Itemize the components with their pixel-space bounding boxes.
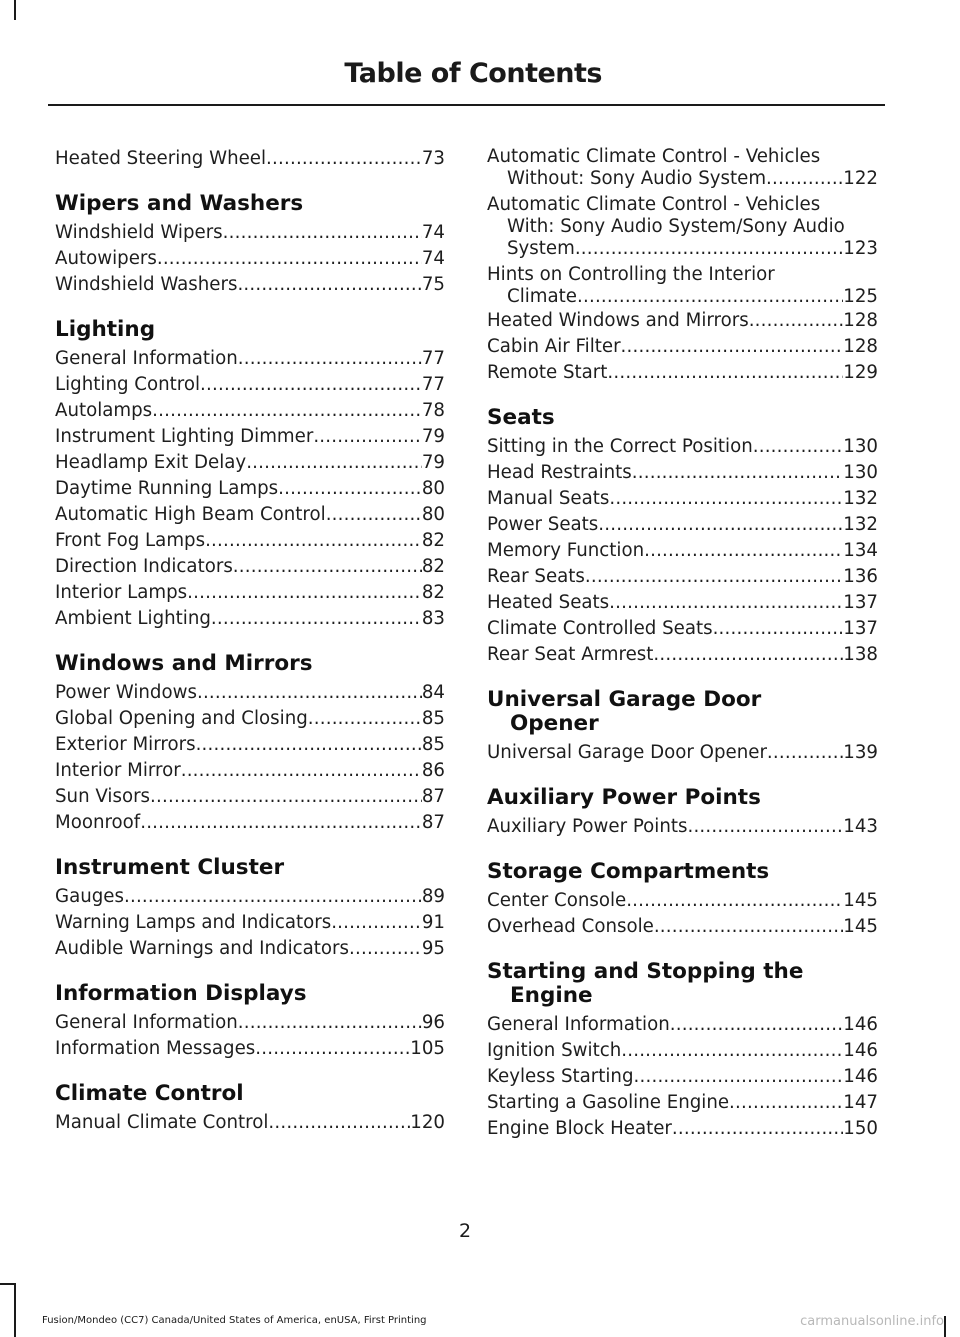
toc-entry-page: 87 <box>421 786 445 807</box>
toc-entry-title: Heated Windows and Mirrors <box>487 310 749 331</box>
toc-entry-page: 139 <box>843 742 878 763</box>
dot-leader <box>266 146 422 172</box>
toc-section <box>487 786 878 840</box>
dot-leader <box>326 502 422 528</box>
toc-entry-page: 74 <box>421 222 445 243</box>
toc-entry[interactable] <box>487 194 878 260</box>
toc-entry-page: 145 <box>843 916 878 937</box>
toc-entry[interactable] <box>487 564 878 590</box>
dot-leader <box>205 528 422 554</box>
toc-entry-page: 122 <box>843 168 878 189</box>
dot-leader <box>644 538 843 564</box>
crop-mark <box>14 0 16 20</box>
toc-entry-title: Starting a Gasoline Engine <box>487 1092 730 1113</box>
toc-entry-page: 129 <box>843 362 878 383</box>
toc-entry[interactable] <box>55 706 445 732</box>
toc-entry-title: Auxiliary Power Points <box>487 816 688 837</box>
toc-entry-title: Instrument Lighting Dimmer <box>55 426 314 447</box>
toc-entry[interactable] <box>55 398 445 424</box>
toc-entry[interactable] <box>487 888 878 914</box>
toc-entry[interactable] <box>55 346 445 372</box>
toc-entry[interactable] <box>487 538 878 564</box>
dot-leader <box>634 1064 844 1090</box>
section-heading: Instrument Cluster <box>55 855 285 880</box>
toc-entry[interactable] <box>55 784 445 810</box>
toc-entry[interactable] <box>55 732 445 758</box>
toc-entry-title: Overhead Console <box>487 916 654 937</box>
toc-entry-title: General Information <box>55 348 238 369</box>
dot-leader <box>626 888 843 914</box>
dot-leader <box>255 1036 410 1062</box>
toc-entry-title: Autowipers <box>55 248 157 269</box>
toc-entry-page: 73 <box>421 148 445 169</box>
dot-leader <box>621 1038 843 1064</box>
toc-section <box>55 652 445 836</box>
toc-section <box>55 982 445 1062</box>
section-heading-line: Engine <box>510 983 593 1008</box>
dot-leader <box>753 434 844 460</box>
toc-entry-title: Lighting Control <box>55 374 201 395</box>
section-heading: Information Displays <box>55 981 307 1006</box>
toc-entry[interactable] <box>487 334 878 360</box>
dot-leader <box>607 360 843 386</box>
toc-section <box>487 406 878 668</box>
toc-entry-title: Ignition Switch <box>487 1040 622 1061</box>
toc-entry-page: 77 <box>421 374 445 395</box>
toc-entry-title: Heated Seats <box>487 592 610 613</box>
toc-entry-title: Automatic Climate Control - Vehicles <box>487 194 821 215</box>
dot-leader <box>654 914 843 940</box>
toc-entry-title: Cabin Air Filter <box>487 336 621 357</box>
toc-entry-title: Exterior Mirrors <box>55 734 196 755</box>
toc-entry-title: Direction Indicators <box>55 556 233 577</box>
section-heading: Storage Compartments <box>487 859 770 884</box>
dot-leader <box>672 1116 843 1142</box>
footer-text: Fusion/Mondeo (CC7) Canada/United States of America, enUSA, First Printing <box>42 1315 427 1326</box>
toc-entry-page: 138 <box>843 644 878 665</box>
toc-entry-page: 80 <box>421 478 445 499</box>
dot-leader <box>233 554 422 580</box>
toc-entry-page: 80 <box>421 504 445 525</box>
section-heading: Wipers and Washers <box>55 191 304 216</box>
toc-entry[interactable] <box>55 424 445 450</box>
toc-entry[interactable] <box>55 580 445 606</box>
toc-entry-title: Power Seats <box>487 514 599 535</box>
toc-entry-title: Audible Warnings and Indicators <box>55 938 350 959</box>
toc-entry[interactable] <box>487 1116 878 1142</box>
crop-mark <box>14 1283 16 1337</box>
toc-entry-page: 84 <box>421 682 445 703</box>
toc-entry[interactable] <box>55 680 445 706</box>
toc-entry-title: Windshield Wipers <box>55 222 223 243</box>
toc-section <box>487 960 878 1142</box>
toc-entry[interactable] <box>55 1110 445 1136</box>
toc-entry-page: 91 <box>421 912 445 933</box>
toc-entry[interactable] <box>487 1090 878 1116</box>
page-number: 2 <box>458 1220 472 1242</box>
dot-leader <box>749 308 844 334</box>
toc-entry-page: 96 <box>421 1012 445 1033</box>
toc-entry-title: Head Restraints <box>487 462 632 483</box>
dot-leader <box>181 758 422 784</box>
toc-entry-title: Automatic High Beam Control <box>55 504 326 525</box>
toc-entry-page: 128 <box>843 310 878 331</box>
toc-section <box>55 192 445 298</box>
toc-entry[interactable] <box>487 642 878 668</box>
toc-entry-title: Heated Steering Wheel <box>55 148 267 169</box>
toc-entry-page: 146 <box>843 1014 878 1035</box>
dot-leader <box>200 372 422 398</box>
dot-leader <box>713 616 844 642</box>
toc-entry-page: 146 <box>843 1040 878 1061</box>
section-heading: Lighting <box>55 317 156 342</box>
dot-leader <box>670 1012 844 1038</box>
dot-leader <box>150 784 422 810</box>
dot-leader <box>729 1090 843 1116</box>
toc-entry-title: Keyless Starting <box>487 1066 634 1087</box>
dot-leader <box>349 936 422 962</box>
toc-entry-page: 77 <box>421 348 445 369</box>
toc-entry[interactable] <box>55 372 445 398</box>
toc-entry-title: Front Fog Lamps <box>55 530 206 551</box>
toc-entry[interactable] <box>55 450 445 476</box>
toc-entry[interactable] <box>487 264 878 308</box>
toc-entry-page: 150 <box>843 1118 878 1139</box>
section-heading: Auxiliary Power Points <box>487 785 761 810</box>
toc-entry-title: Remote Start <box>487 362 608 383</box>
toc-entry-page: 147 <box>843 1092 878 1113</box>
toc-entry-page: 89 <box>421 886 445 907</box>
section-heading-line: Opener <box>510 711 599 736</box>
toc-entry-title: Windshield Washers <box>55 274 238 295</box>
dot-leader <box>632 460 844 486</box>
toc-entry-title: Gauges <box>55 886 124 907</box>
crop-mark <box>944 1316 946 1337</box>
dot-leader <box>598 512 843 538</box>
watermark: carmanualsonline.info <box>800 1314 944 1329</box>
dot-leader <box>223 220 422 246</box>
toc-entry[interactable] <box>55 936 445 962</box>
toc-entry-page: 95 <box>421 938 445 959</box>
toc-section <box>55 146 445 172</box>
toc-entry-page: 125 <box>843 286 878 307</box>
toc-entry-page: 130 <box>843 436 878 457</box>
toc-entry[interactable] <box>487 486 878 512</box>
toc-entry[interactable] <box>55 554 445 580</box>
dot-leader <box>238 1010 422 1036</box>
toc-entry-title: Rear Seat Armrest <box>487 644 654 665</box>
toc-entry-title: System <box>507 238 575 259</box>
dot-leader <box>609 486 843 512</box>
toc-entry-page: 82 <box>421 530 445 551</box>
dot-leader <box>211 606 422 632</box>
toc-entry-page: 132 <box>843 488 878 509</box>
dot-leader <box>767 740 843 766</box>
toc-entry[interactable] <box>487 590 878 616</box>
toc-entry-title: Rear Seats <box>487 566 585 587</box>
dot-leader <box>331 910 422 936</box>
toc-entry[interactable] <box>487 814 878 840</box>
toc-entry-title: Climate Controlled Seats <box>487 618 713 639</box>
toc-entry[interactable] <box>487 914 878 940</box>
toc-entry-page: 82 <box>421 556 445 577</box>
dot-leader <box>140 810 422 836</box>
toc-entry[interactable] <box>55 502 445 528</box>
toc-entry[interactable] <box>487 360 878 386</box>
toc-entry-title: Power Windows <box>55 682 197 703</box>
toc-entry-page: 134 <box>843 540 878 561</box>
toc-entry-title: General Information <box>487 1014 670 1035</box>
toc-entry-page: 137 <box>843 618 878 639</box>
toc-entry[interactable] <box>487 146 878 190</box>
toc-entry-title: Manual Climate Control <box>55 1112 269 1133</box>
toc-entry-page: 79 <box>421 426 445 447</box>
toc-entry-title: Autolamps <box>55 400 153 421</box>
toc-section <box>487 860 878 940</box>
dot-leader <box>238 346 422 372</box>
toc-entry[interactable] <box>55 1036 445 1062</box>
toc-entry[interactable] <box>55 810 445 836</box>
toc-entry-page: 146 <box>843 1066 878 1087</box>
section-heading: Windows and Mirrors <box>55 651 313 676</box>
dot-leader <box>308 706 422 732</box>
toc-entry[interactable] <box>487 1012 878 1038</box>
dot-leader <box>157 246 422 272</box>
toc-entry-page: 82 <box>421 582 445 603</box>
toc-entry[interactable] <box>55 146 445 172</box>
toc-entry[interactable] <box>55 1010 445 1036</box>
section-heading: Climate Control <box>55 1081 244 1106</box>
toc-entry-title: Universal Garage Door Opener <box>487 742 767 763</box>
toc-entry-title: Sitting in the Correct Position <box>487 436 753 457</box>
toc-entry-page: 132 <box>843 514 878 535</box>
toc-entry[interactable] <box>487 740 878 766</box>
toc-entry[interactable] <box>487 308 878 334</box>
toc-entry-page: 85 <box>421 734 445 755</box>
toc-entry[interactable] <box>55 220 445 246</box>
toc-section <box>55 856 445 962</box>
dot-leader <box>609 590 843 616</box>
section-heading-line: Universal Garage Door <box>487 687 762 712</box>
dot-leader <box>687 814 843 840</box>
dot-leader <box>268 1110 410 1136</box>
toc-entry-title: Warning Lamps and Indicators <box>55 912 332 933</box>
toc-entry-title: Interior Lamps <box>55 582 188 603</box>
toc-entry-page: 87 <box>421 812 445 833</box>
dot-leader <box>575 238 843 260</box>
toc-section <box>55 1082 445 1136</box>
toc-entry-title: With: Sony Audio System/Sony Audio <box>507 216 845 237</box>
toc-left-column <box>55 146 445 1136</box>
toc-entry-title: Without: Sony Audio System <box>507 168 767 189</box>
dot-leader <box>653 642 843 668</box>
toc-entry-page: 145 <box>843 890 878 911</box>
toc-section <box>487 146 878 386</box>
toc-entry-title: Climate <box>507 286 577 307</box>
page-title: Table of Contents <box>344 58 602 89</box>
toc-entry-title: Manual Seats <box>487 488 610 509</box>
toc-entry[interactable] <box>487 434 878 460</box>
toc-entry-title: Headlamp Exit Delay <box>55 452 247 473</box>
toc-entry[interactable] <box>487 616 878 642</box>
toc-entry-page: 79 <box>421 452 445 473</box>
toc-entry[interactable] <box>55 246 445 272</box>
dot-leader <box>187 580 422 606</box>
dot-leader <box>313 424 422 450</box>
toc-entry-page: 75 <box>421 274 445 295</box>
toc-entry-title: Interior Mirror <box>55 760 181 781</box>
toc-entry[interactable] <box>55 528 445 554</box>
dot-leader <box>124 884 422 910</box>
toc-entry-page: 128 <box>843 336 878 357</box>
toc-entry-title: Hints on Controlling the Interior <box>487 264 775 285</box>
dot-leader <box>197 680 422 706</box>
dot-leader <box>237 272 421 298</box>
toc-entry-page: 78 <box>421 400 445 421</box>
dot-leader <box>585 564 843 590</box>
dot-leader <box>766 168 843 190</box>
toc-section <box>487 688 878 766</box>
toc-entry-title: Automatic Climate Control - Vehicles <box>487 146 821 167</box>
toc-entry-title: Sun Visors <box>55 786 151 807</box>
toc-right-column <box>487 146 878 1142</box>
toc-entry-title: Moonroof <box>55 812 141 833</box>
toc-entry-page: 85 <box>421 708 445 729</box>
toc-entry-page: 123 <box>843 238 878 259</box>
section-heading-line: Starting and Stopping the <box>487 959 804 984</box>
toc-entry-page: 136 <box>843 566 878 587</box>
dot-leader <box>621 334 844 360</box>
toc-entry[interactable] <box>55 910 445 936</box>
toc-entry-page: 130 <box>843 462 878 483</box>
toc-entry-title: Daytime Running Lamps <box>55 478 279 499</box>
section-heading: Seats <box>487 405 555 430</box>
section-heading <box>487 960 878 1008</box>
toc-entry-title: Memory Function <box>487 540 645 561</box>
toc-section <box>55 318 445 632</box>
toc-entry[interactable] <box>55 758 445 784</box>
dot-leader <box>577 286 843 308</box>
toc-entry-page: 86 <box>421 760 445 781</box>
toc-entry-title: Ambient Lighting <box>55 608 211 629</box>
crop-mark <box>0 1283 16 1285</box>
toc-entry-page: 74 <box>421 248 445 269</box>
toc-entry-page: 143 <box>843 816 878 837</box>
toc-entry-page: 137 <box>843 592 878 613</box>
toc-entry-title: Information Messages <box>55 1038 256 1059</box>
dot-leader <box>278 476 422 502</box>
header-rule <box>48 104 885 106</box>
dot-leader <box>246 450 422 476</box>
toc-entry[interactable] <box>55 884 445 910</box>
toc-entry-page: 120 <box>410 1112 445 1133</box>
dot-leader <box>196 732 422 758</box>
toc-entry[interactable] <box>55 606 445 632</box>
section-heading <box>487 688 878 736</box>
toc-entry-page: 105 <box>410 1038 445 1059</box>
toc-entry-title: Engine Block Heater <box>487 1118 672 1139</box>
toc-entry-page: 83 <box>421 608 445 629</box>
toc-entry[interactable] <box>487 512 878 538</box>
toc-entry[interactable] <box>487 1038 878 1064</box>
toc-entry-title: Center Console <box>487 890 627 911</box>
toc-entry-title: General Information <box>55 1012 238 1033</box>
toc-entry[interactable] <box>55 476 445 502</box>
toc-entry[interactable] <box>55 272 445 298</box>
toc-entry[interactable] <box>487 460 878 486</box>
dot-leader <box>152 398 422 424</box>
toc-entry-title: Global Opening and Closing <box>55 708 308 729</box>
toc-entry[interactable] <box>487 1064 878 1090</box>
